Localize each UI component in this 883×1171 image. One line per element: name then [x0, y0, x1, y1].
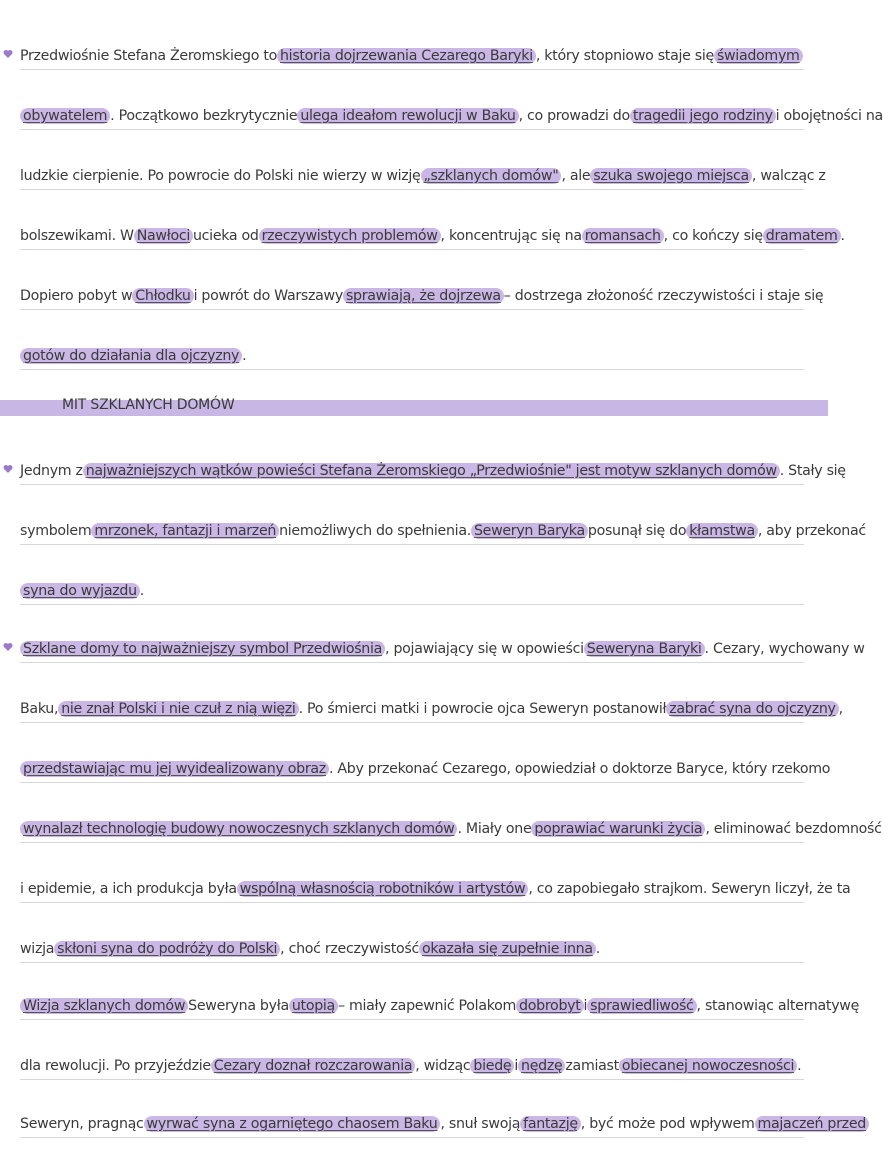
highlighted-text: skłoni syna do podróży do Polski — [54, 941, 280, 957]
highlighted-text: sprawiedliwość — [587, 998, 696, 1014]
highlighted-text: Seweryna Baryki — [584, 641, 705, 657]
text-segment: Przedwiośnie Stefana Żeromskiego to — [20, 48, 277, 64]
highlighted-text: kłamstwa — [686, 523, 758, 539]
text-segment: Jednym z — [20, 463, 83, 479]
text-line — [20, 933, 804, 957]
highlighted-text: przedstawiając mu jej wyidealizowany obraz — [20, 761, 329, 777]
highlighted-text: ulega ideałom rewolucji w Baku — [297, 108, 518, 124]
text-segment: ucieka od — [192, 228, 259, 244]
text-line — [20, 633, 865, 657]
highlighted-text: wyrwać syna z ogarniętego chaosem Baku — [144, 1116, 441, 1132]
text-segment: . — [840, 228, 845, 244]
highlighted-text: gotów do działania dla ojczyzny — [20, 348, 242, 364]
highlighted-text: dramatem — [763, 228, 841, 244]
text-segment: Seweryn, pragnąc — [20, 1116, 144, 1132]
text-line — [20, 873, 851, 897]
highlighted-text: utopią — [289, 998, 338, 1014]
text-segment: – miały zapewnić Polakom — [337, 998, 517, 1014]
text-segment: Dopiero pobyt w — [20, 288, 133, 304]
text-line — [20, 280, 824, 304]
text-segment: i obojętności na — [775, 108, 883, 124]
text-segment: , choć rzeczywistość — [280, 941, 419, 957]
highlighted-text: dobrobyt — [516, 998, 583, 1014]
text-line — [20, 813, 882, 837]
highlighted-text: Cezary doznał rozczarowania — [211, 1058, 416, 1074]
highlighted-text: rzeczywistych problemów — [259, 228, 441, 244]
text-line — [20, 160, 826, 184]
text-segment: . — [242, 348, 247, 364]
highlighted-text: obiecanej nowoczesności — [619, 1058, 797, 1074]
highlighted-text: biedę — [470, 1058, 514, 1074]
text-segment: , aby przekonać — [757, 523, 866, 539]
text-segment: zamiast — [565, 1058, 619, 1074]
text-segment: posunął się do — [587, 523, 687, 539]
heart-bullet-icon — [3, 642, 13, 652]
text-segment: , snuł swoją — [440, 1116, 521, 1132]
text-line — [20, 340, 804, 364]
highlighted-text: syna do wyjazdu — [20, 583, 140, 599]
text-line — [20, 575, 804, 599]
text-line — [20, 220, 845, 244]
text-segment: niemożliwych do spełnienia. — [279, 523, 471, 539]
text-segment: , co prowadzi do — [518, 108, 630, 124]
text-segment: , co kończy się — [663, 228, 763, 244]
highlighted-text: romansach — [582, 228, 664, 244]
text-segment: Seweryna była — [188, 998, 289, 1014]
text-segment: i — [514, 1058, 518, 1074]
text-segment: , być może pod wpływem — [580, 1116, 755, 1132]
heart-bullet-icon — [3, 464, 13, 474]
text-line — [20, 1108, 866, 1132]
highlighted-text: fantazję — [520, 1116, 581, 1132]
text-line — [20, 753, 831, 777]
text-segment: i — [583, 998, 588, 1014]
highlighted-text: historia dojrzewania Cezarego Baryki — [277, 48, 536, 64]
highlighted-text: mrzonek, fantazji i marzeń — [91, 523, 279, 539]
text-segment: . Aby przekonać Cezarego, opowiedział o doktorze Baryce, który rzekomo — [328, 761, 831, 777]
highlighted-text: sprawiają, że dojrzewa — [343, 288, 504, 304]
text-segment: – dostrzega złożoność rzeczywistości i staje się — [503, 288, 824, 304]
text-segment: . Miały one — [457, 821, 532, 837]
heart-bullet-icon — [3, 49, 13, 59]
text-segment: . — [595, 941, 600, 957]
text-segment: , który stopniowo staje się — [535, 48, 714, 64]
highlighted-text: majaczeń przed — [755, 1116, 869, 1132]
text-segment: . Cezary, wychowany w — [704, 641, 865, 657]
highlighted-text: zabrać syna do ojczyzny — [666, 701, 838, 717]
highlighted-text: wspólną własnością robotników i artystów — [237, 881, 529, 897]
text-segment: , koncentrując się na — [440, 228, 582, 244]
text-segment: Baku, — [20, 701, 59, 717]
highlighted-text: nędzę — [518, 1058, 565, 1074]
text-segment: , — [838, 701, 843, 717]
text-segment: symbolem — [20, 523, 92, 539]
text-line — [20, 40, 804, 64]
text-line — [20, 455, 846, 479]
highlighted-text: wynalazł technologię budowy nowoczesnych szklanych domów — [20, 821, 457, 837]
text-line — [20, 1050, 804, 1074]
highlighted-text: okazała się zupełnie inna — [419, 941, 596, 957]
text-segment: , co zapobiegało strajkom. Seweryn liczył, że ta — [528, 881, 851, 897]
highlighted-text: świadomym — [714, 48, 803, 64]
highlighted-text: „szklanych domów" — [421, 168, 562, 184]
text-segment: bolszewikami. W — [20, 228, 134, 244]
highlighted-text: poprawiać warunki życia — [531, 821, 705, 837]
text-segment: , pojawiający się w opowieści — [385, 641, 584, 657]
highlighted-text: tragedii jego rodziny — [630, 108, 776, 124]
text-segment: . Po śmierci matki i powrocie ojca Seweryn postanowił — [298, 701, 667, 717]
highlighted-text: szuka swojego miejsca — [590, 168, 752, 184]
highlighted-text: Szklane domy to najważniejszy symbol Przedwiośnia — [20, 641, 385, 657]
highlighted-text: Chłodku — [132, 288, 193, 304]
text-line — [20, 515, 866, 539]
text-line — [20, 693, 843, 717]
highlighted-text: Nawłoci — [134, 228, 193, 244]
text-segment: , eliminować bezdomność — [705, 821, 882, 837]
text-segment: i powrót do Warszawy — [193, 288, 343, 304]
section-title: MIT SZKLANYCH DOMÓW — [62, 397, 235, 413]
text-segment: ludzkie cierpienie. Po powrocie do Polski nie wierzy w wizję — [20, 168, 421, 184]
text-segment: , walcząc z — [751, 168, 826, 184]
highlighted-text: nie znał Polski i nie czuł z nią więzi — [58, 701, 298, 717]
text-segment: . Stały się — [779, 463, 846, 479]
text-segment: dla rewolucji. Po przyjeździe — [20, 1058, 211, 1074]
highlighted-text: Seweryn Baryka — [471, 523, 588, 539]
text-segment: . Początkowo bezkrytycznie — [110, 108, 298, 124]
highlighted-text: najważniejszych wątków powieści Stefana Żeromskiego „Przedwiośnie" jest motyw szklanych domów — [83, 463, 780, 479]
text-segment: , widząc — [415, 1058, 471, 1074]
text-segment: , ale — [561, 168, 591, 184]
text-segment: i epidemie, a ich produkcja była — [20, 881, 237, 897]
highlighted-text: obywatelem — [20, 108, 110, 124]
text-segment: , stanowiąc alternatywę — [696, 998, 860, 1014]
text-segment: wizja — [20, 941, 55, 957]
text-line — [20, 990, 860, 1014]
text-segment: . — [797, 1058, 802, 1074]
text-line — [20, 100, 883, 124]
highlighted-text: Wizja szklanych domów — [20, 998, 188, 1014]
text-segment: . — [139, 583, 144, 599]
